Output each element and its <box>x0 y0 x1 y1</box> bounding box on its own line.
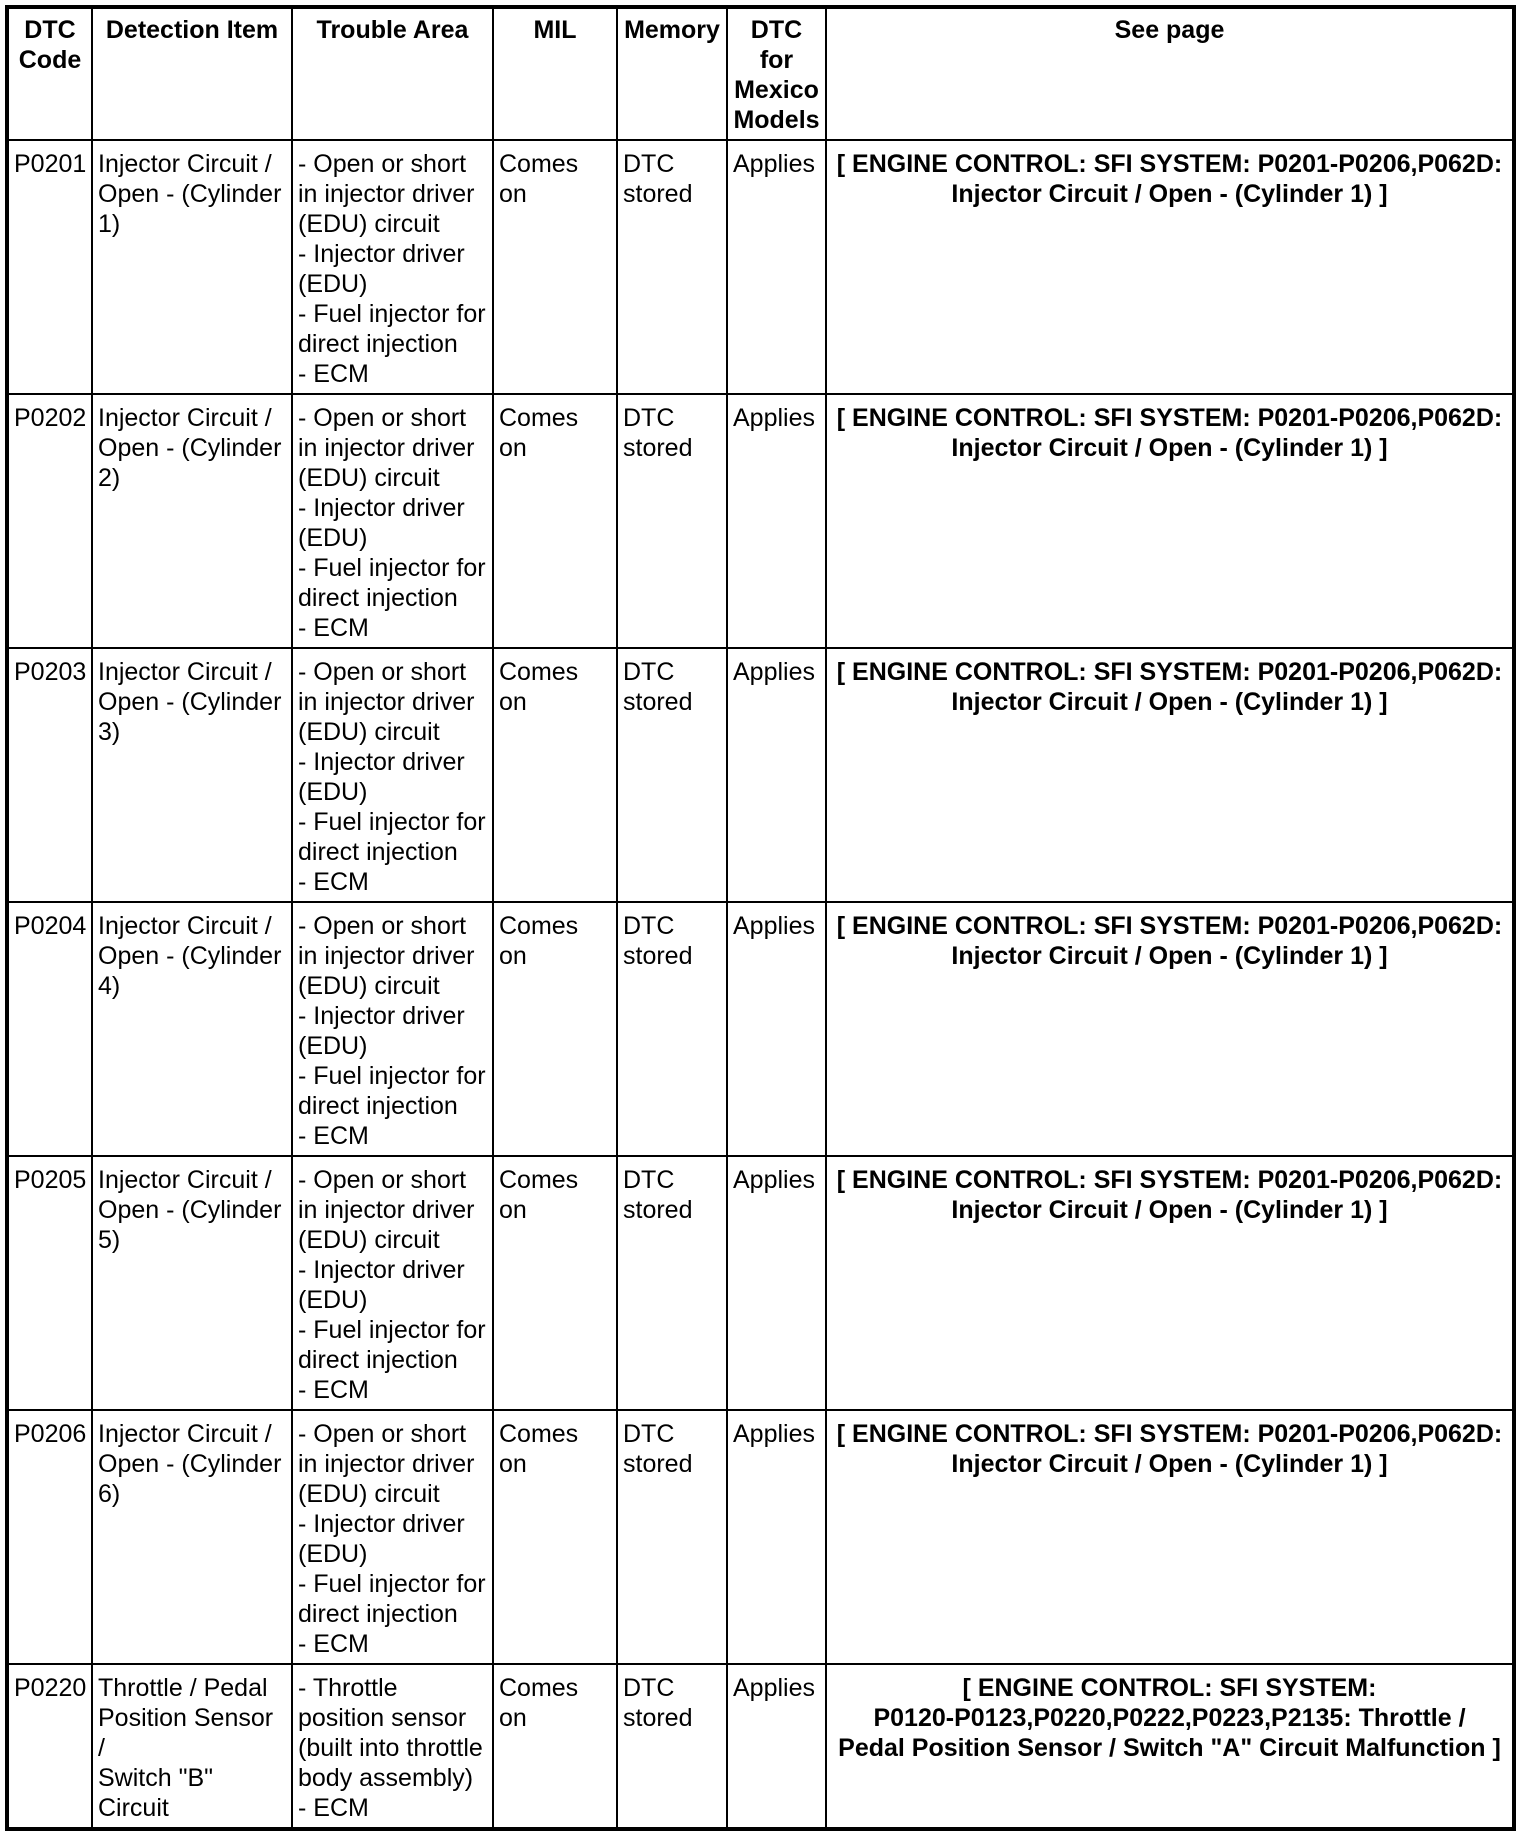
see-page-link[interactable]: [ ENGINE CONTROL: SFI SYSTEM: P0201-P0206,P062D: Injector Circuit / Open - (Cylinder 1) ] <box>826 1410 1514 1664</box>
cell-mexico: Applies <box>727 140 826 394</box>
dtc-table <box>5 5 1516 1831</box>
table-row <box>7 1410 1514 1664</box>
cell-memory: DTC stored <box>617 1410 727 1664</box>
cell-mexico: Applies <box>727 1156 826 1410</box>
cell-dtc-code: P0202 <box>7 394 92 648</box>
see-page-link[interactable]: [ ENGINE CONTROL: SFI SYSTEM: P0201-P0206,P062D: Injector Circuit / Open - (Cylinder 1) ] <box>826 902 1514 1156</box>
cell-trouble-area: - Throttle position sensor (built into throttle body assembly) - ECM <box>292 1664 493 1829</box>
cell-mil: Comes on <box>493 1664 617 1829</box>
cell-memory: DTC stored <box>617 140 727 394</box>
cell-trouble-area: - Open or short in injector driver (EDU) circuit - Injector driver (EDU) - Fuel injector for direct injection - ECM <box>292 140 493 394</box>
header-trouble-area: Trouble Area <box>292 7 493 140</box>
cell-trouble-area: - Open or short in injector driver (EDU) circuit - Injector driver (EDU) - Fuel injector for direct injection - ECM <box>292 1410 493 1664</box>
cell-mil: Comes on <box>493 394 617 648</box>
cell-detection-item: Injector Circuit / Open - (Cylinder 5) <box>92 1156 292 1410</box>
see-page-link[interactable]: [ ENGINE CONTROL: SFI SYSTEM: P0201-P0206,P062D: Injector Circuit / Open - (Cylinder 1) ] <box>826 140 1514 394</box>
cell-mil: Comes on <box>493 902 617 1156</box>
table-row <box>7 1664 1514 1829</box>
cell-detection-item: Injector Circuit / Open - (Cylinder 1) <box>92 140 292 394</box>
see-page-link[interactable]: [ ENGINE CONTROL: SFI SYSTEM: P0201-P0206,P062D: Injector Circuit / Open - (Cylinder 1) ] <box>826 648 1514 902</box>
header-dtc-mexico: DTC for Mexico Models <box>727 7 826 140</box>
table-header-row <box>7 7 1514 140</box>
see-page-link[interactable]: [ ENGINE CONTROL: SFI SYSTEM: P0201-P0206,P062D: Injector Circuit / Open - (Cylinder 1) ] <box>826 394 1514 648</box>
header-mil: MIL <box>493 7 617 140</box>
cell-trouble-area: - Open or short in injector driver (EDU) circuit - Injector driver (EDU) - Fuel injector for direct injection - ECM <box>292 902 493 1156</box>
cell-memory: DTC stored <box>617 648 727 902</box>
cell-mexico: Applies <box>727 1664 826 1829</box>
cell-dtc-code: P0203 <box>7 648 92 902</box>
cell-mil: Comes on <box>493 1410 617 1664</box>
cell-detection-item: Injector Circuit / Open - (Cylinder 4) <box>92 902 292 1156</box>
table-row <box>7 394 1514 648</box>
see-page-link[interactable]: [ ENGINE CONTROL: SFI SYSTEM: P0120-P0123,P0220,P0222,P0223,P2135: Throttle / Pedal Position Sensor / Switch "A" Circuit Malfunction ] <box>826 1664 1514 1829</box>
cell-mil: Comes on <box>493 140 617 394</box>
cell-trouble-area: - Open or short in injector driver (EDU) circuit - Injector driver (EDU) - Fuel injector for direct injection - ECM <box>292 1156 493 1410</box>
table-row <box>7 902 1514 1156</box>
cell-memory: DTC stored <box>617 1664 727 1829</box>
header-see-page: See page <box>826 7 1514 140</box>
cell-mexico: Applies <box>727 394 826 648</box>
table-row <box>7 1156 1514 1410</box>
cell-detection-item: Injector Circuit / Open - (Cylinder 6) <box>92 1410 292 1664</box>
header-dtc-code: DTC Code <box>7 7 92 140</box>
cell-memory: DTC stored <box>617 394 727 648</box>
cell-dtc-code: P0204 <box>7 902 92 1156</box>
cell-mil: Comes on <box>493 648 617 902</box>
cell-dtc-code: P0206 <box>7 1410 92 1664</box>
cell-mexico: Applies <box>727 902 826 1156</box>
header-memory: Memory <box>617 7 727 140</box>
cell-mexico: Applies <box>727 1410 826 1664</box>
table-row <box>7 140 1514 394</box>
cell-mil: Comes on <box>493 1156 617 1410</box>
cell-dtc-code: P0220 <box>7 1664 92 1829</box>
header-detection-item: Detection Item <box>92 7 292 140</box>
cell-mexico: Applies <box>727 648 826 902</box>
table-row <box>7 648 1514 902</box>
cell-detection-item: Throttle / Pedal Position Sensor / Switch "B" Circuit <box>92 1664 292 1829</box>
cell-dtc-code: P0205 <box>7 1156 92 1410</box>
cell-dtc-code: P0201 <box>7 140 92 394</box>
cell-trouble-area: - Open or short in injector driver (EDU) circuit - Injector driver (EDU) - Fuel injector for direct injection - ECM <box>292 648 493 902</box>
cell-detection-item: Injector Circuit / Open - (Cylinder 2) <box>92 394 292 648</box>
see-page-link[interactable]: [ ENGINE CONTROL: SFI SYSTEM: P0201-P0206,P062D: Injector Circuit / Open - (Cylinder 1) ] <box>826 1156 1514 1410</box>
cell-memory: DTC stored <box>617 902 727 1156</box>
cell-memory: DTC stored <box>617 1156 727 1410</box>
cell-detection-item: Injector Circuit / Open - (Cylinder 3) <box>92 648 292 902</box>
cell-trouble-area: - Open or short in injector driver (EDU) circuit - Injector driver (EDU) - Fuel injector for direct injection - ECM <box>292 394 493 648</box>
